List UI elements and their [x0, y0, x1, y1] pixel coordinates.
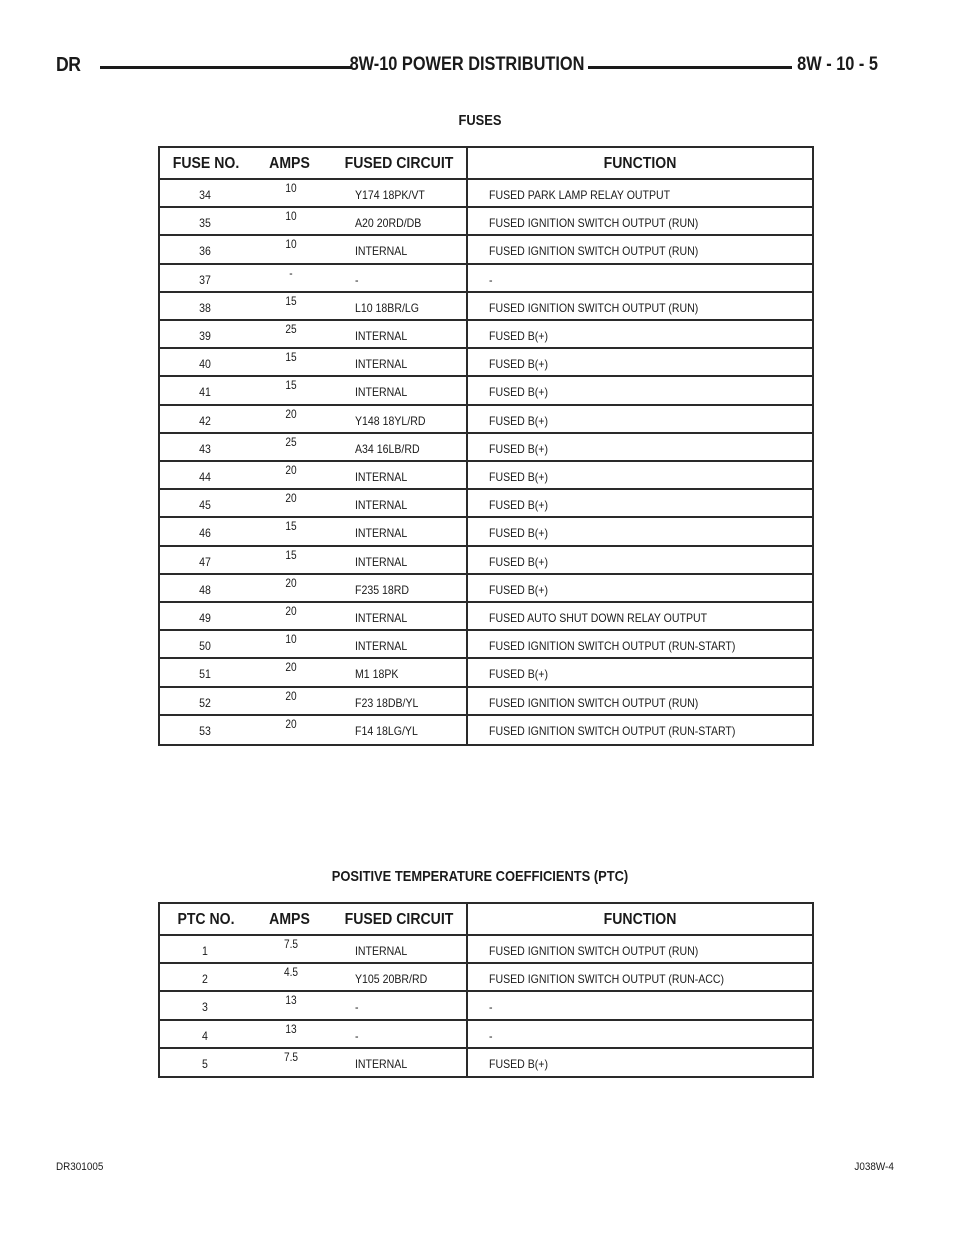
- ptc-title: POSITIVE TEMPERATURE COEFFICIENTS (PTC): [331, 868, 629, 885]
- col-ptc-no: PTC NO.: [177, 911, 235, 928]
- cell-fused-circuit: INTERNAL: [355, 470, 408, 484]
- cell-amps: 25: [285, 436, 297, 449]
- table-row: [160, 603, 812, 631]
- cell-function: -: [489, 272, 493, 287]
- cell-fused-circuit: F235 18RD: [355, 582, 410, 597]
- cell-number: 48: [199, 582, 211, 597]
- table-row: [160, 236, 812, 264]
- header-page-number: 8W - 10 - 5: [797, 54, 878, 75]
- cell-function: FUSED IGNITION SWITCH OUTPUT (RUN): [489, 216, 699, 231]
- cell-amps: 20: [285, 465, 297, 477]
- cell-number: 5: [202, 1056, 208, 1071]
- table-row: [160, 180, 812, 208]
- cell-number: 49: [199, 611, 211, 625]
- col-fuse-no: FUSE NO.: [172, 155, 240, 172]
- cell-fused-circuit: INTERNAL: [355, 554, 408, 569]
- col-amps: AMPS: [269, 911, 310, 928]
- cell-function: -: [489, 1000, 493, 1015]
- cell-function: FUSED AUTO SHUT DOWN RELAY OUTPUT: [489, 611, 708, 625]
- cell-amps: 7.5: [283, 1051, 299, 1064]
- cell-function: FUSED B(+): [489, 498, 548, 513]
- cell-fused-circuit: INTERNAL: [355, 498, 408, 513]
- cell-function: FUSED IGNITION SWITCH OUTPUT (RUN): [489, 944, 699, 958]
- cell-amps: 10: [285, 239, 297, 252]
- cell-fused-circuit: L10 18BR/LG: [355, 300, 419, 315]
- cell-amps: 10: [285, 183, 297, 195]
- table-row: [160, 1021, 812, 1049]
- cell-amps: 20: [285, 662, 297, 675]
- cell-number: 51: [199, 667, 211, 682]
- cell-fused-circuit: INTERNAL: [355, 526, 408, 541]
- header-rule-right: [588, 66, 792, 69]
- cell-function: FUSED B(+): [489, 385, 548, 400]
- table-row: [160, 349, 812, 377]
- cell-fused-circuit: A20 20RD/DB: [355, 216, 422, 231]
- cell-number: 36: [199, 244, 211, 259]
- cell-amps: -: [289, 267, 293, 280]
- cell-number: 40: [199, 357, 211, 372]
- table-row: [160, 208, 812, 236]
- table-row: [160, 659, 812, 687]
- cell-fused-circuit: INTERNAL: [355, 357, 408, 372]
- table-row: [160, 434, 812, 462]
- cell-function: -: [489, 1028, 493, 1043]
- cell-amps: 20: [285, 690, 297, 703]
- table-row: [160, 936, 812, 964]
- cell-fused-circuit: INTERNAL: [355, 611, 408, 625]
- cell-function: FUSED IGNITION SWITCH OUTPUT (RUN-START): [489, 639, 736, 654]
- cell-amps: 13: [285, 995, 297, 1008]
- cell-function: FUSED B(+): [489, 413, 548, 428]
- table-row: [160, 462, 812, 490]
- cell-function: FUSED B(+): [489, 582, 548, 597]
- cell-amps: 10: [285, 634, 297, 647]
- cell-number: 34: [199, 188, 211, 202]
- cell-number: 3: [202, 1000, 208, 1015]
- table-row: [160, 964, 812, 992]
- cell-fused-circuit: A34 16LB/RD: [355, 441, 420, 456]
- cell-number: 42: [199, 413, 211, 428]
- col-function: FUNCTION: [603, 911, 677, 928]
- page-header: [56, 54, 878, 80]
- cell-function: FUSED IGNITION SWITCH OUTPUT (RUN): [489, 300, 699, 315]
- table-row: [160, 490, 812, 518]
- cell-amps: 20: [285, 408, 297, 421]
- cell-function: FUSED B(+): [489, 357, 548, 372]
- cell-number: 37: [199, 272, 211, 287]
- cell-number: 38: [199, 300, 211, 315]
- cell-fused-circuit: F23 18DB/YL: [355, 695, 419, 710]
- cell-function: FUSED PARK LAMP RELAY OUTPUT: [489, 188, 671, 202]
- col-fused-circuit: FUSED CIRCUIT: [344, 155, 454, 172]
- table-row: [160, 265, 812, 293]
- cell-fused-circuit: INTERNAL: [355, 1056, 408, 1071]
- cell-function: FUSED B(+): [489, 667, 548, 682]
- cell-function: FUSED B(+): [489, 526, 548, 541]
- cell-number: 4: [202, 1028, 208, 1043]
- fuse-table: [158, 146, 814, 746]
- cell-function: FUSED B(+): [489, 329, 548, 343]
- cell-number: 53: [199, 723, 211, 738]
- cell-function: FUSED IGNITION SWITCH OUTPUT (RUN-START): [489, 723, 736, 738]
- table-row: [160, 575, 812, 603]
- cell-fused-circuit: INTERNAL: [355, 639, 408, 654]
- cell-number: 43: [199, 441, 211, 456]
- table-row: [160, 716, 812, 744]
- cell-number: 50: [199, 639, 211, 654]
- cell-function: FUSED IGNITION SWITCH OUTPUT (RUN-ACC): [489, 972, 725, 987]
- col-fused-circuit: FUSED CIRCUIT: [344, 911, 454, 928]
- cell-fused-circuit: INTERNAL: [355, 944, 408, 958]
- cell-number: 41: [199, 385, 211, 400]
- cell-amps: 13: [285, 1023, 297, 1036]
- table-row: [160, 518, 812, 546]
- cell-amps: 10: [285, 211, 297, 224]
- cell-fused-circuit: F14 18LG/YL: [355, 723, 418, 738]
- fuses-title: FUSES: [458, 112, 502, 129]
- cell-amps: 20: [285, 493, 297, 506]
- cell-number: 46: [199, 526, 211, 541]
- cell-amps: 15: [285, 521, 297, 534]
- cell-amps: 15: [285, 549, 297, 562]
- cell-number: 44: [199, 470, 211, 484]
- table-row: [160, 688, 812, 716]
- col-function: FUNCTION: [603, 155, 677, 172]
- cell-function: FUSED B(+): [489, 441, 548, 456]
- table-row: [160, 293, 812, 321]
- cell-function: FUSED B(+): [489, 1056, 548, 1071]
- cell-number: 47: [199, 554, 211, 569]
- cell-fused-circuit: -: [355, 1000, 359, 1015]
- cell-number: 39: [199, 329, 211, 343]
- ptc-table: [158, 902, 814, 1078]
- cell-fused-circuit: Y105 20BR/RD: [355, 972, 428, 987]
- header-left: DR: [56, 54, 81, 76]
- table-row: [160, 992, 812, 1020]
- table-row: [160, 547, 812, 575]
- cell-number: 45: [199, 498, 211, 513]
- cell-fused-circuit: -: [355, 1028, 359, 1043]
- cell-function: FUSED IGNITION SWITCH OUTPUT (RUN): [489, 244, 699, 259]
- cell-number: 2: [202, 972, 208, 987]
- table-row: [160, 631, 812, 659]
- footer-code-left: DR301005: [56, 1161, 104, 1173]
- cell-amps: 20: [285, 718, 297, 731]
- footer-code-right: J038W-4: [854, 1161, 894, 1173]
- table-row: [160, 321, 812, 349]
- cell-amps: 20: [285, 577, 297, 590]
- ptc-table-header: [160, 904, 812, 936]
- cell-amps: 4.5: [283, 967, 299, 980]
- cell-amps: 25: [285, 324, 297, 336]
- cell-amps: 7.5: [283, 939, 299, 951]
- cell-fused-circuit: Y174 18PK/VT: [355, 188, 425, 202]
- cell-function: FUSED B(+): [489, 554, 548, 569]
- cell-number: 52: [199, 695, 211, 710]
- cell-fused-circuit: INTERNAL: [355, 329, 408, 343]
- cell-amps: 15: [285, 380, 297, 393]
- table-row: [160, 1049, 812, 1077]
- cell-fused-circuit: Y148 18YL/RD: [355, 413, 426, 428]
- header-title: 8W-10 POWER DISTRIBUTION: [349, 54, 585, 75]
- cell-fused-circuit: INTERNAL: [355, 385, 408, 400]
- cell-fused-circuit: M1 18PK: [355, 667, 399, 682]
- cell-number: 35: [199, 216, 211, 231]
- cell-fused-circuit: INTERNAL: [355, 244, 408, 259]
- cell-amps: 15: [285, 295, 297, 308]
- cell-function: FUSED B(+): [489, 470, 548, 484]
- cell-function: FUSED IGNITION SWITCH OUTPUT (RUN): [489, 695, 699, 710]
- cell-amps: 20: [285, 606, 297, 618]
- fuse-table-header: [160, 148, 812, 180]
- table-row: [160, 377, 812, 405]
- cell-fused-circuit: -: [355, 272, 359, 287]
- col-amps: AMPS: [269, 155, 310, 172]
- table-row: [160, 406, 812, 434]
- cell-number: 1: [202, 944, 208, 958]
- cell-amps: 15: [285, 352, 297, 365]
